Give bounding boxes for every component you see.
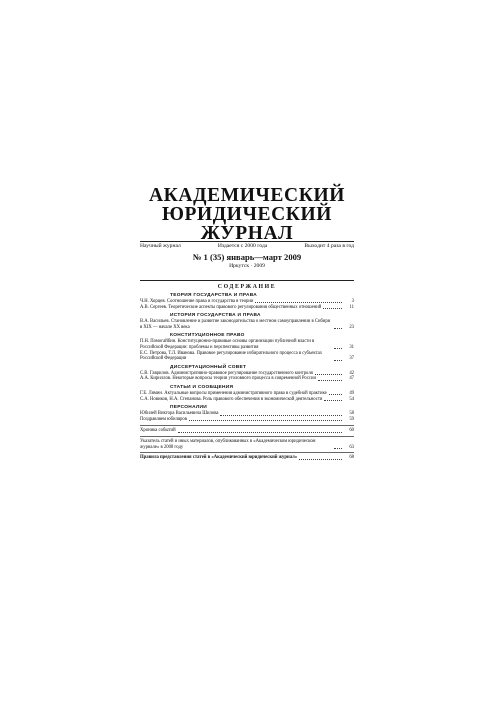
- toc-entry[interactable]: [140, 319, 354, 330]
- toc-leader-dots: [324, 400, 342, 401]
- table-of-contents: [140, 293, 354, 461]
- meta-right: Выходит 4 раза в год: [304, 243, 354, 249]
- journal-title-line-1: АКАДЕМИЧЕСКИЙ: [149, 185, 345, 206]
- toc-section-title: СТАТЬИ И СООБЩЕНИЯ: [170, 384, 234, 390]
- toc-entry-text: Е.С. Петрова, Т.Л. Иванова. Правовое регулирование избирательного процесса в субъектах Российской Федерации: [140, 350, 323, 362]
- toc-leader-dots: [178, 432, 342, 433]
- toc-entry-text: Ч.Н. Хорцев. Соотношение права и государства в теории: [140, 299, 254, 304]
- toc-entry-text: А.А. Кириллов. Некоторые вопросы теории уголовного процесса в современной России: [140, 376, 316, 382]
- toc-entry-text: П.Н. Помогайбин. Конституционно-правовые основы организации публичной власти в Российской Федерации: проблемы и перспективы развития: [140, 339, 315, 350]
- toc-entry-text: А.В. Сергеев. Теоретические аспекты правового регулирования общественных отношений: [140, 304, 322, 310]
- toc-entry-text: В.А. Васильев. Становление и развитие законодательства о местном самоуправлении в Сибири в XIX — начале XX века: [140, 319, 331, 330]
- meta-left: Научный журнал: [140, 243, 181, 249]
- toc-entry-text: Поздравляем юбиляров: [140, 416, 187, 422]
- toc-section: [140, 313, 354, 330]
- toc-entry-page: 11: [349, 304, 354, 310]
- toc-entry[interactable]: [140, 305, 354, 311]
- toc-entry[interactable]: [140, 351, 354, 362]
- toc-section: [140, 365, 354, 382]
- toc-leader-dots: [329, 394, 342, 395]
- meta-center: Издается с 2000 года: [217, 243, 268, 249]
- toc-section-title: ТЕОРИЯ ГОСУДАРСТВА И ПРАВА: [170, 293, 258, 298]
- issue-number: № 1 (35) январь—март 2009: [192, 252, 302, 262]
- journal-title: [140, 186, 354, 243]
- toc-top-rule: [140, 280, 354, 281]
- toc-entry[interactable]: [140, 417, 354, 423]
- toc-leader-dots: [189, 420, 342, 421]
- journal-title-line-3: ЖУРНАЛ: [200, 223, 294, 244]
- toc-entry[interactable]: [140, 376, 354, 382]
- toc-section: [140, 385, 354, 402]
- toc-entry[interactable]: [140, 428, 354, 434]
- toc-leader-dots: [318, 380, 342, 381]
- toc-section-rule: [140, 425, 354, 426]
- toc-entry[interactable]: [140, 397, 354, 403]
- toc-leader-dots: [315, 374, 342, 375]
- toc-entry-page: 49: [349, 390, 354, 396]
- toc-entry-page: 42: [349, 370, 354, 376]
- toc-leader-dots: [299, 459, 342, 460]
- toc-section-rule: [140, 452, 354, 453]
- toc-entry-text: Указатель статей и иных материалов, опубликованных в «Академическом юридическом журнале» в 2008 году: [140, 438, 316, 450]
- toc-entry-text: С.В. Гаврилов. Административно-правовое регулирование государственного контроля: [140, 370, 313, 376]
- toc-entry-text: С.А. Новиков, Н.А. Степанова. Роль правового обеспечения в экономической деятельности: [140, 396, 323, 402]
- toc-entry[interactable]: [140, 439, 354, 450]
- toc-entry-text: Юбилей Виктора Васильевича Шилова: [140, 411, 219, 417]
- toc-entry-text: Хроника событий: [140, 428, 176, 434]
- toc-entry-page: 60: [349, 428, 354, 434]
- toc-leader-dots: [334, 348, 342, 349]
- toc-section: [140, 405, 354, 422]
- toc-section-rule: [140, 436, 354, 437]
- toc-entry-text: Правила представления статей в «Академический юридический журнал»: [140, 455, 298, 461]
- toc-leader-dots: [255, 302, 342, 303]
- toc-entry-page: 63: [349, 444, 354, 450]
- toc-leader-dots: [220, 415, 342, 416]
- toc-entry-page: 58: [349, 411, 354, 417]
- journal-title-line-2: ЮРИДИЧЕСКИЙ: [161, 204, 333, 225]
- toc-entry-page: 47: [349, 376, 354, 382]
- toc-entry[interactable]: [140, 455, 354, 461]
- toc-entry-page: 37: [349, 356, 354, 362]
- toc-section-title: ПЕРСОНАЛИИ: [170, 405, 208, 411]
- toc-entry[interactable]: [140, 339, 354, 350]
- toc-section: [140, 333, 354, 361]
- toc-entry-page: 31: [349, 344, 354, 350]
- toc-entry-page: 54: [349, 396, 354, 402]
- toc-leader-dots: [334, 360, 342, 361]
- journal-meta-row: [140, 243, 354, 250]
- toc-entry-text: Г.Е. Лямин. Актуальные вопросы применения административного права в судебной практике: [140, 390, 327, 396]
- toc-entry-page: 59: [349, 416, 354, 422]
- toc-entry-page: 3: [351, 299, 354, 304]
- toc-leader-dots: [334, 448, 342, 449]
- toc-section-title: ДИССЕРТАЦИОННЫЙ СОВЕТ: [170, 364, 247, 370]
- toc-heading: СОДЕРЖАНИЕ: [217, 284, 277, 290]
- toc-entry-page: 68: [349, 455, 354, 461]
- toc-leader-dots: [323, 308, 342, 309]
- toc-section-title: КОНСТИТУЦИОННОЕ ПРАВО: [170, 333, 245, 339]
- meta-top-rule: [140, 241, 354, 242]
- issue-place-year: Иркутск · 2009: [229, 263, 265, 269]
- toc-section-title: ИСТОРИЯ ГОСУДАРСТВА И ПРАВА: [170, 313, 261, 319]
- toc-section: [140, 293, 354, 310]
- toc-leader-dots: [334, 328, 342, 329]
- toc-entry-page: 23: [349, 324, 354, 330]
